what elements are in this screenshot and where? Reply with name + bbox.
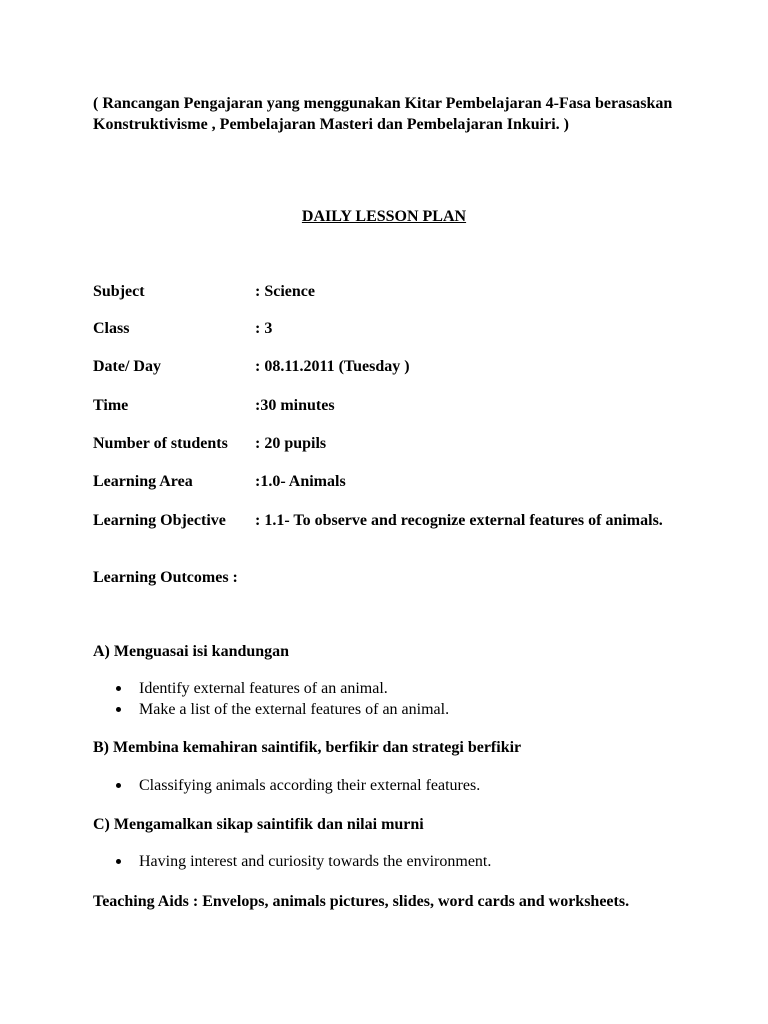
bullet-list-b (93, 775, 480, 796)
list-item: Make a list of the external features of an animal. (93, 699, 449, 720)
learning-outcomes-heading: Learning Outcomes : (93, 569, 238, 586)
field-value: : Science (255, 283, 315, 300)
bullet-icon (116, 783, 121, 788)
section-heading-c: C) Mengamalkan sikap saintifik dan nilai murni (93, 816, 424, 833)
field-value: : 3 (255, 320, 273, 337)
field-learning-objective (93, 511, 693, 531)
field-value: :30 minutes (255, 397, 335, 414)
field-label: Time (93, 397, 129, 414)
section-heading-b: B) Membina kemahiran saintifik, berfikir dan strategi berfikir (93, 739, 522, 756)
field-label: Date/ Day (93, 358, 161, 375)
field-value: : 08.11.2011 (Tuesday ) (255, 358, 410, 375)
list-item: Classifying animals according their external features. (93, 775, 480, 796)
field-label: Learning Objective (93, 512, 226, 529)
bullet-list-c (93, 851, 491, 872)
field-label: Class (93, 320, 130, 337)
document-title: DAILY LESSON PLAN (301, 208, 467, 225)
field-number-of-students (93, 435, 326, 453)
field-value: :1.0- Animals (255, 473, 346, 490)
field-date-day (93, 358, 410, 376)
field-learning-area (93, 473, 346, 491)
field-time (93, 397, 335, 415)
field-subject (93, 283, 315, 301)
field-label: Subject (93, 283, 145, 300)
bullet-icon (116, 859, 121, 864)
field-class (93, 320, 272, 338)
field-label: Learning Area (93, 473, 193, 490)
teaching-aids: Teaching Aids : Envelops, animals pictures, slides, word cards and worksheets. (93, 893, 630, 910)
bullet-icon (116, 686, 121, 691)
list-item: Having interest and curiosity towards the environment. (93, 851, 491, 872)
bullet-icon (116, 707, 121, 712)
field-value: : 20 pupils (255, 435, 327, 452)
bullet-list-a (93, 678, 449, 720)
field-label: Number of students (93, 435, 228, 452)
intro-text: ( Rancangan Pengajaran yang menggunakan Kitar Pembelajaran 4-Fasa berasaskan Konstruktivisme , Pembelajaran Masteri dan Pembelajaran Inkuiri. ) (93, 95, 673, 133)
list-item: Identify external features of an animal. (93, 678, 449, 699)
field-value: : 1.1- To observe and recognize external features of animals. (255, 512, 663, 529)
section-heading-a: A) Menguasai isi kandungan (93, 643, 290, 660)
